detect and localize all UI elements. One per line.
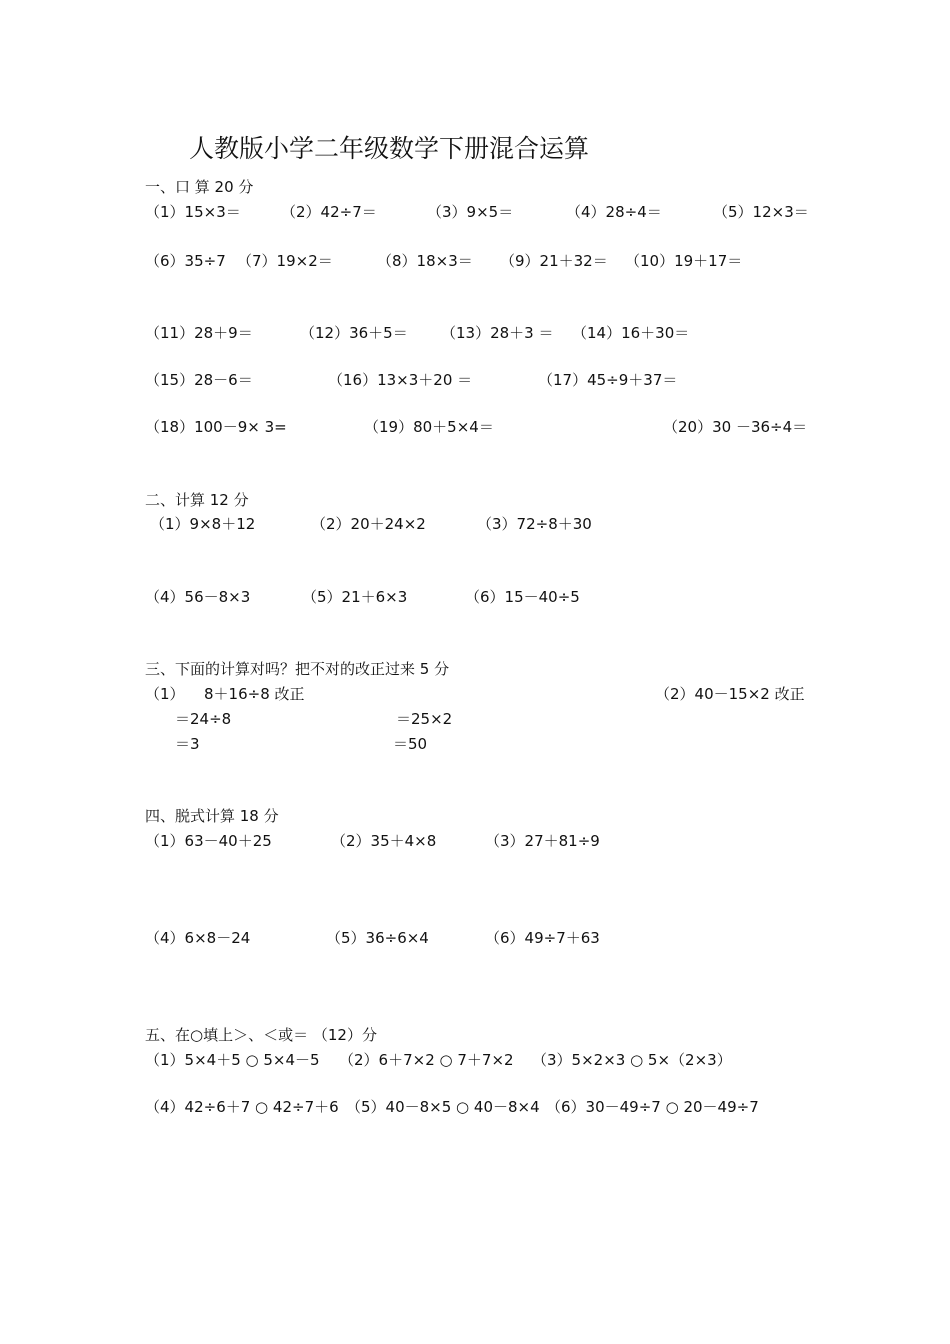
s3-p1-expression: 8＋16÷8 改正: [204, 685, 305, 703]
s1-item-8: （8）18×3＝: [377, 252, 473, 270]
s3-p2-step2: ＝50: [393, 735, 428, 753]
s1-item-3: （3）9×5＝: [427, 203, 514, 221]
section-1-heading: 一、口 算 20 分: [145, 178, 254, 196]
s1-item-17: （17）45÷9＋37＝: [538, 371, 678, 389]
s2-item-2: （2）20＋24×2: [311, 515, 426, 533]
s1-item-19: （19）80＋5×4＝: [364, 418, 494, 436]
s2-item-4: （4）56－8×3: [145, 588, 251, 606]
s4-item-4: （4）6×8－24: [145, 929, 251, 947]
s5-item-3: （3）5×2×3 ○ 5×（2×3）: [532, 1051, 732, 1069]
s4-item-2: （2）35＋4×8: [331, 832, 437, 850]
s4-item-6: （6）49÷7＋63: [485, 929, 600, 947]
s1-item-5: （5）12×3＝: [713, 203, 809, 221]
s1-item-4: （4）28÷4＝: [566, 203, 662, 221]
s1-item-13: （13）28＋3 ＝: [441, 324, 554, 342]
s5-item-4: （4）42÷6＋7 ○ 42÷7＋6: [145, 1098, 339, 1116]
s3-p2-expression: （2）40－15×2 改正: [655, 685, 805, 703]
s2-item-6: （6）15－40÷5: [465, 588, 580, 606]
section-2-heading: 二、计算 12 分: [145, 491, 249, 509]
page-title: 人教版小学二年级数学下册混合运算: [189, 134, 590, 163]
section-5-heading: 五、在○填上＞、＜或＝ （12）分: [145, 1026, 377, 1044]
s1-item-1: （1）15×3＝: [145, 203, 241, 221]
s5-item-6: （6）30－49÷7 ○ 20－49÷7: [546, 1098, 759, 1116]
section-4-heading: 四、脱式计算 18 分: [145, 807, 279, 825]
s1-item-15: （15）28－6＝: [145, 371, 253, 389]
s4-item-1: （1）63－40＋25: [145, 832, 272, 850]
s1-item-18: （18）100－9× 3=: [145, 418, 287, 436]
s1-item-20: （20）30 －36÷4＝: [663, 418, 808, 436]
s4-item-3: （3）27＋81÷9: [485, 832, 600, 850]
s2-item-3: （3）72÷8＋30: [477, 515, 592, 533]
s1-item-7: （7）19×2＝: [237, 252, 333, 270]
s3-p1-label: （1）: [145, 685, 185, 703]
s1-item-12: （12）36＋5＝: [300, 324, 408, 342]
s1-item-14: （14）16＋30＝: [572, 324, 690, 342]
s1-item-11: （11）28＋9＝: [145, 324, 253, 342]
s5-item-5: （5）40－8×5 ○ 40－8×4: [346, 1098, 540, 1116]
section-3-heading: 三、下面的计算对吗？把不对的改正过来 5 分: [145, 660, 450, 678]
s1-item-6: （6）35÷7: [145, 252, 226, 270]
s2-item-5: （5）21＋6×3: [302, 588, 408, 606]
s1-item-16: （16）13×3＋20 ＝: [328, 371, 473, 389]
s2-item-1: （1）9×8＋12: [150, 515, 256, 533]
s4-item-5: （5）36÷6×4: [326, 929, 429, 947]
s3-p2-step1: ＝25×2: [396, 710, 453, 728]
s3-p1-step2: ＝3: [175, 735, 200, 753]
s5-item-1: （1）5×4＋5 ○ 5×4－5: [145, 1051, 320, 1069]
s3-p1-step1: ＝24÷8: [175, 710, 232, 728]
s5-item-2: （2）6＋7×2 ○ 7＋7×2: [339, 1051, 514, 1069]
s1-item-9: （9）21＋32＝: [500, 252, 608, 270]
s1-item-10: （10）19＋17＝: [625, 252, 743, 270]
s1-item-2: （2）42÷7＝: [281, 203, 377, 221]
